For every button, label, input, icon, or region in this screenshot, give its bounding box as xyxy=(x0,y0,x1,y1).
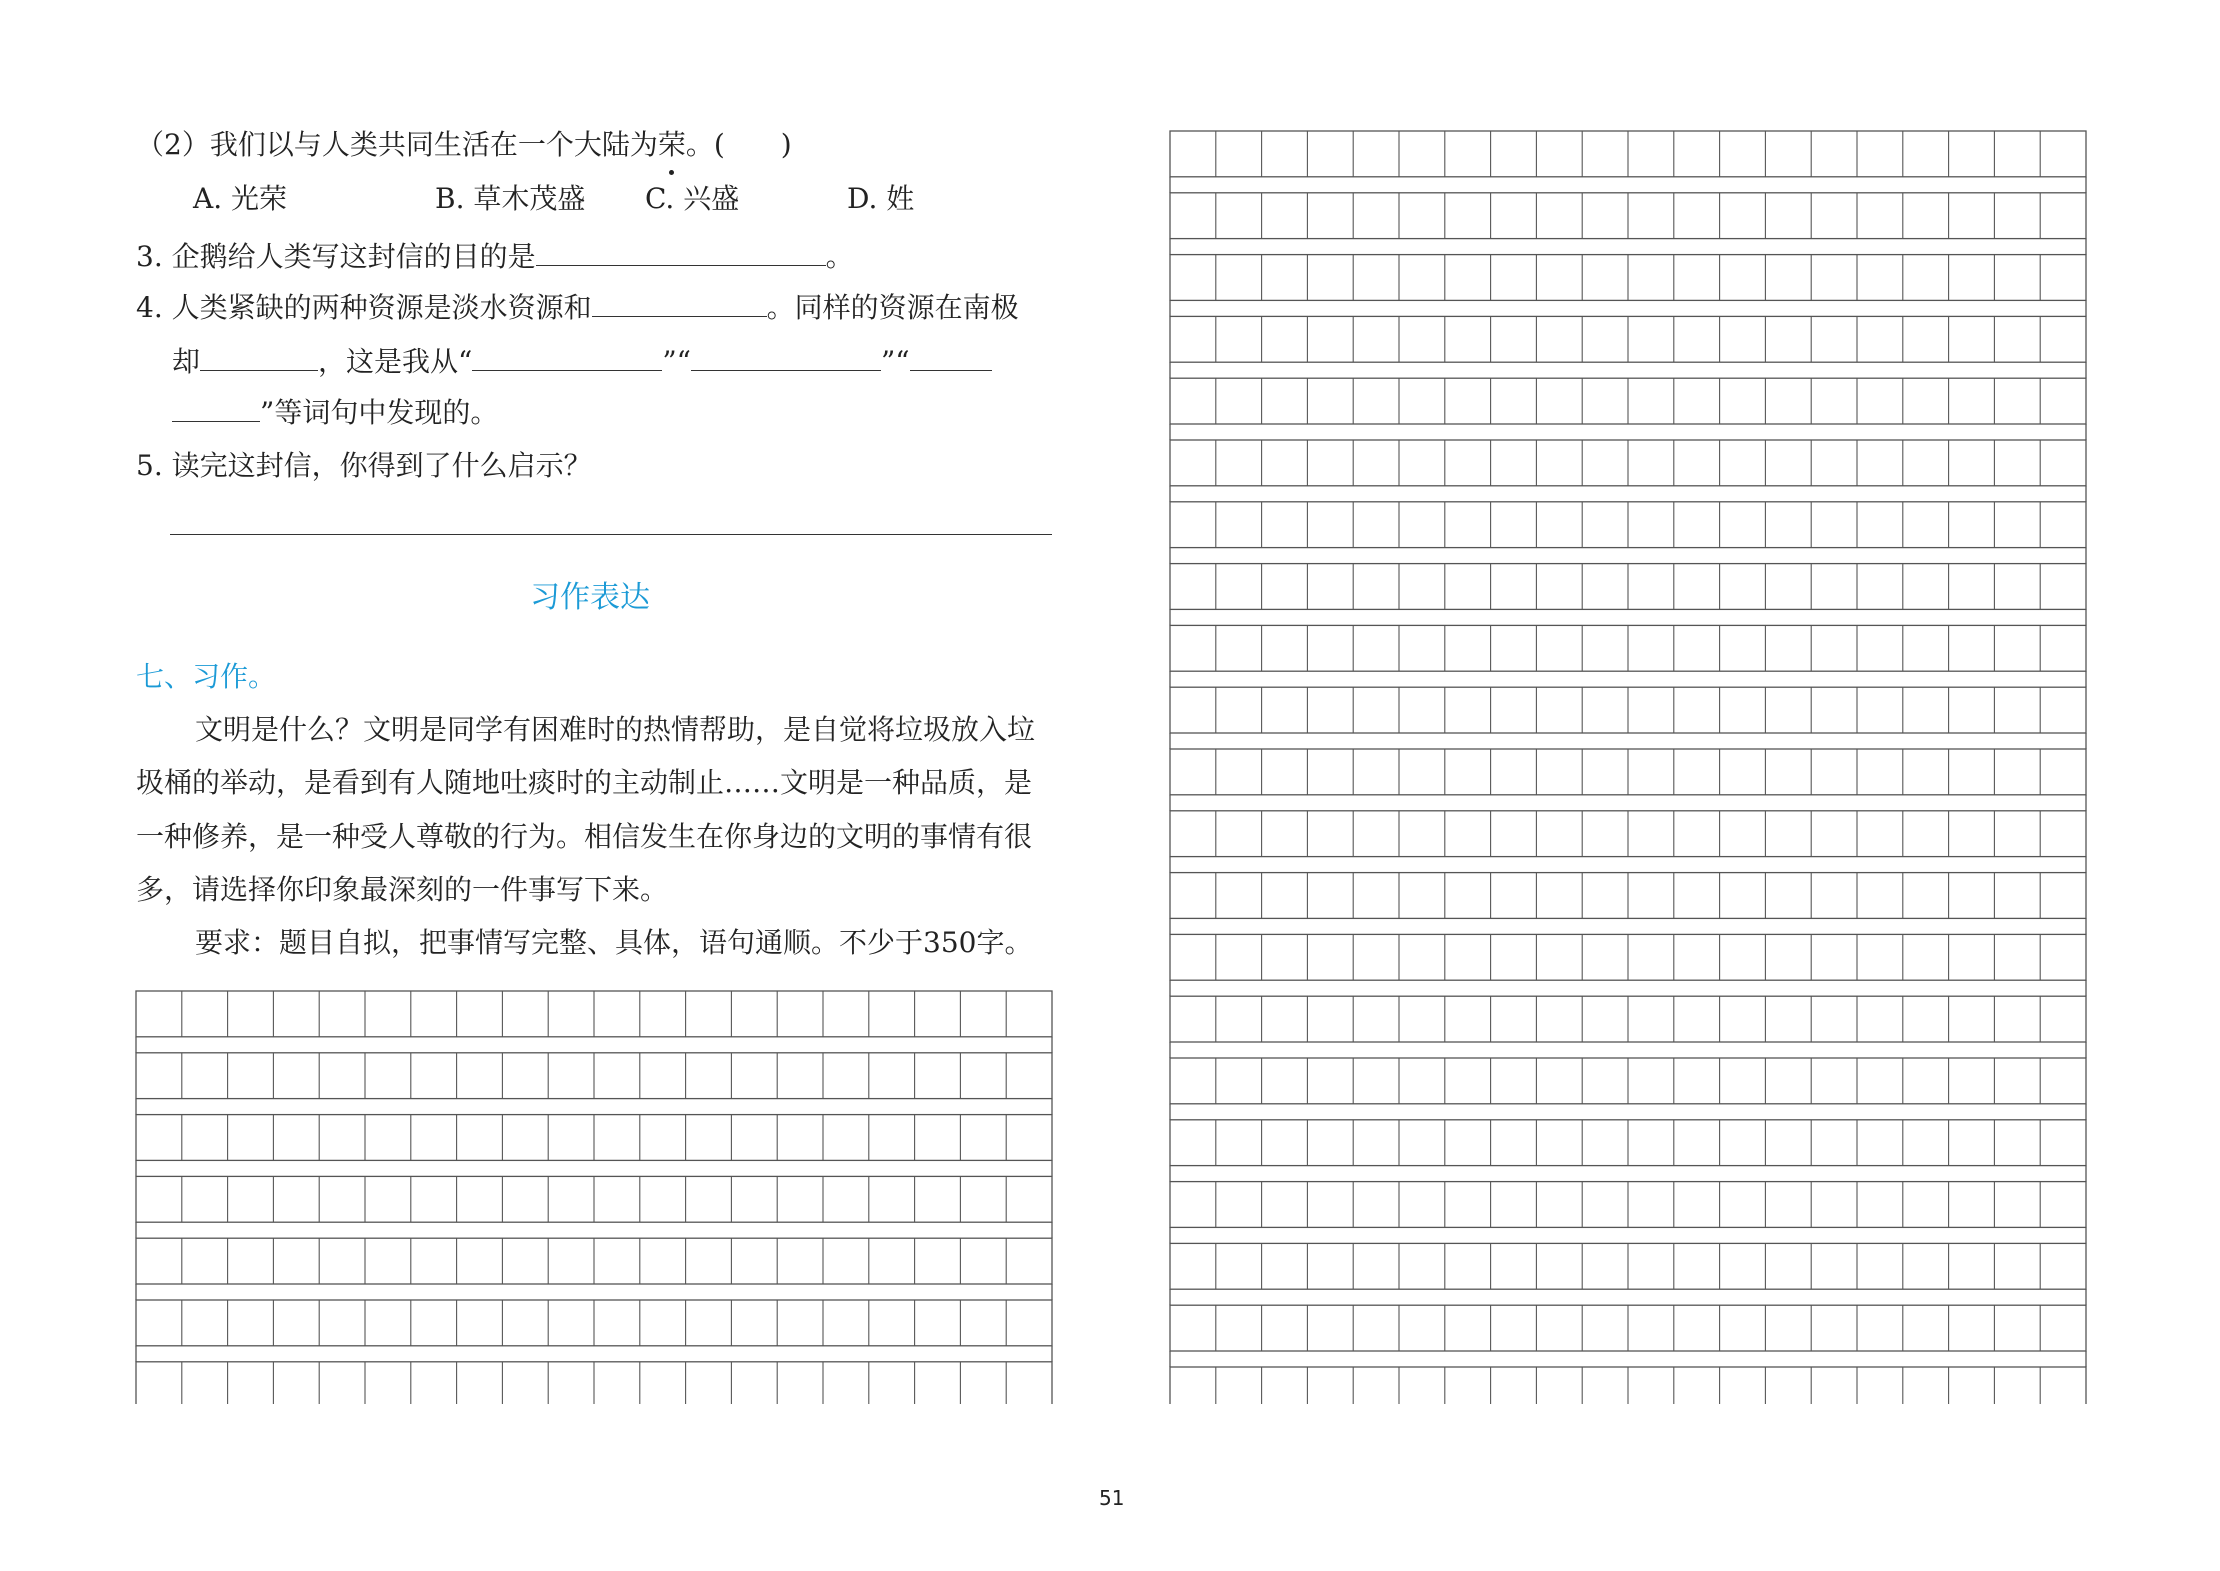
grid-row[interactable] xyxy=(1170,1120,2086,1166)
grid-row-spacer xyxy=(1170,733,2086,749)
option-a: A. 光荣 xyxy=(193,182,288,215)
grid-row[interactable] xyxy=(136,1115,1052,1161)
grid-row-spacer xyxy=(1170,424,2086,440)
grid-row[interactable] xyxy=(1170,1305,2086,1351)
grid-row[interactable] xyxy=(1170,440,2086,486)
q2-paren: 。( ) xyxy=(685,128,792,161)
question-4-line-2 xyxy=(172,342,992,382)
grid-row-spacer xyxy=(136,1099,1052,1115)
q2-text: （2）我们以与人类共同生活在一个大陆为 xyxy=(136,128,658,161)
grid-row[interactable] xyxy=(136,1238,1052,1284)
grid-row-spacer xyxy=(1170,857,2086,873)
grid-row-spacer xyxy=(1170,1227,2086,1243)
grid-row[interactable] xyxy=(1170,687,2086,733)
grid-row[interactable] xyxy=(1170,1182,2086,1228)
page-number: 51 xyxy=(1099,1486,1125,1510)
q4-line2-mid1: ，这是我从“ xyxy=(318,345,473,378)
q4-line2-mid3: ”“ xyxy=(880,345,910,378)
grid-row[interactable] xyxy=(1170,1367,2086,1404)
grid-row[interactable] xyxy=(1170,564,2086,610)
grid-row-spacer xyxy=(136,1222,1052,1238)
grid-row[interactable] xyxy=(1170,1243,2086,1289)
q4-blank-5[interactable] xyxy=(910,342,992,371)
grid-row[interactable] xyxy=(1170,873,2086,919)
question-4-line-3 xyxy=(172,393,498,433)
q4-text: 4. 人类紧缺的两种资源是淡水资源和 xyxy=(136,291,592,324)
grid-row-spacer xyxy=(1170,918,2086,934)
grid-row-spacer xyxy=(1170,300,2086,316)
grid-row[interactable] xyxy=(136,991,1052,1037)
grid-row[interactable] xyxy=(1170,193,2086,239)
grid-row-spacer xyxy=(136,1160,1052,1176)
grid-row[interactable] xyxy=(136,1362,1052,1404)
option-d: D. 姓 xyxy=(847,182,915,215)
q4-line1-end: 。同样的资源在南极 xyxy=(766,291,1019,324)
prompt-line-4: 多，请选择你印象最深刻的一件事写下来。 xyxy=(136,873,669,906)
grid-row-spacer xyxy=(1170,1289,2086,1305)
grid-row[interactable] xyxy=(1170,811,2086,857)
q3-text: 3. 企鹅给人类写这封信的目的是 xyxy=(136,240,536,273)
grid-row-spacer xyxy=(1170,486,2086,502)
requirement: 要求：题目自拟，把事情写完整、具体，语句通顺。不少于350字。 xyxy=(195,926,1033,959)
grid-row-spacer xyxy=(1170,1042,2086,1058)
q4-blank-1[interactable] xyxy=(592,288,767,317)
q4-blank-3[interactable] xyxy=(472,342,662,371)
section-title: 习作表达 xyxy=(530,580,650,615)
grid-row[interactable] xyxy=(1170,1058,2086,1104)
q3-answer-blank[interactable] xyxy=(536,237,826,266)
grid-row[interactable] xyxy=(1170,502,2086,548)
grid-row-spacer xyxy=(136,1284,1052,1300)
grid-row-spacer xyxy=(1170,980,2086,996)
grid-row[interactable] xyxy=(1170,255,2086,301)
q4-blank-4[interactable] xyxy=(691,342,881,371)
grid-row-spacer xyxy=(1170,1166,2086,1182)
grid-row-spacer xyxy=(1170,795,2086,811)
grid-row-spacer xyxy=(1170,1104,2086,1120)
prompt-line-2: 圾桶的举动，是看到有人随地吐痰时的主动制止……文明是一种品质，是 xyxy=(136,766,1033,799)
grid-row[interactable] xyxy=(136,1053,1052,1099)
grid-row[interactable] xyxy=(1170,749,2086,795)
prompt-line-1: 文明是什么？文明是同学有困难时的热情帮助，是自觉将垃圾放入垃 xyxy=(195,713,1036,746)
q4-blank-2[interactable] xyxy=(200,342,318,371)
grid-row-spacer xyxy=(1170,362,2086,378)
grid-row[interactable] xyxy=(1170,378,2086,424)
grid-row[interactable] xyxy=(136,1176,1052,1222)
grid-row-spacer xyxy=(1170,609,2086,625)
question-5: 5. 读完这封信，你得到了什么启示？ xyxy=(136,449,592,482)
question-4-line-1 xyxy=(136,288,1019,328)
q4-blank-5-cont[interactable] xyxy=(172,393,260,422)
q2-dotted-char: 荣 xyxy=(658,125,686,165)
option-b: B. 草木茂盛 xyxy=(435,182,586,215)
q4-line2-start: 却 xyxy=(172,345,201,378)
writing-grid-left[interactable] xyxy=(135,990,1053,1404)
q4-line3-end: ”等词句中发现的。 xyxy=(260,396,499,429)
writing-grid-right[interactable] xyxy=(1169,130,2087,1404)
q5-answer-line[interactable] xyxy=(170,534,1052,535)
grid-row-spacer xyxy=(1170,1351,2086,1367)
question-3 xyxy=(136,237,854,277)
grid-row-spacer xyxy=(1170,671,2086,687)
option-c: C. 兴盛 xyxy=(645,182,740,215)
grid-row-spacer xyxy=(1170,177,2086,193)
task-heading: 七、习作。 xyxy=(136,660,277,693)
grid-row[interactable] xyxy=(1170,625,2086,671)
grid-row-spacer xyxy=(1170,239,2086,255)
q4-line2-mid2: ”“ xyxy=(662,345,691,378)
grid-row[interactable] xyxy=(1170,934,2086,980)
grid-row-spacer xyxy=(136,1346,1052,1362)
grid-row[interactable] xyxy=(1170,131,2086,177)
question-2 xyxy=(136,125,792,165)
prompt-line-3: 一种修养，是一种受人尊敬的行为。相信发生在你身边的文明的事情有很 xyxy=(136,820,1033,853)
grid-row-spacer xyxy=(1170,548,2086,564)
grid-row[interactable] xyxy=(1170,316,2086,362)
q3-end: 。 xyxy=(825,240,854,273)
grid-row[interactable] xyxy=(136,1300,1052,1346)
grid-row-spacer xyxy=(136,1037,1052,1053)
grid-row[interactable] xyxy=(1170,996,2086,1042)
